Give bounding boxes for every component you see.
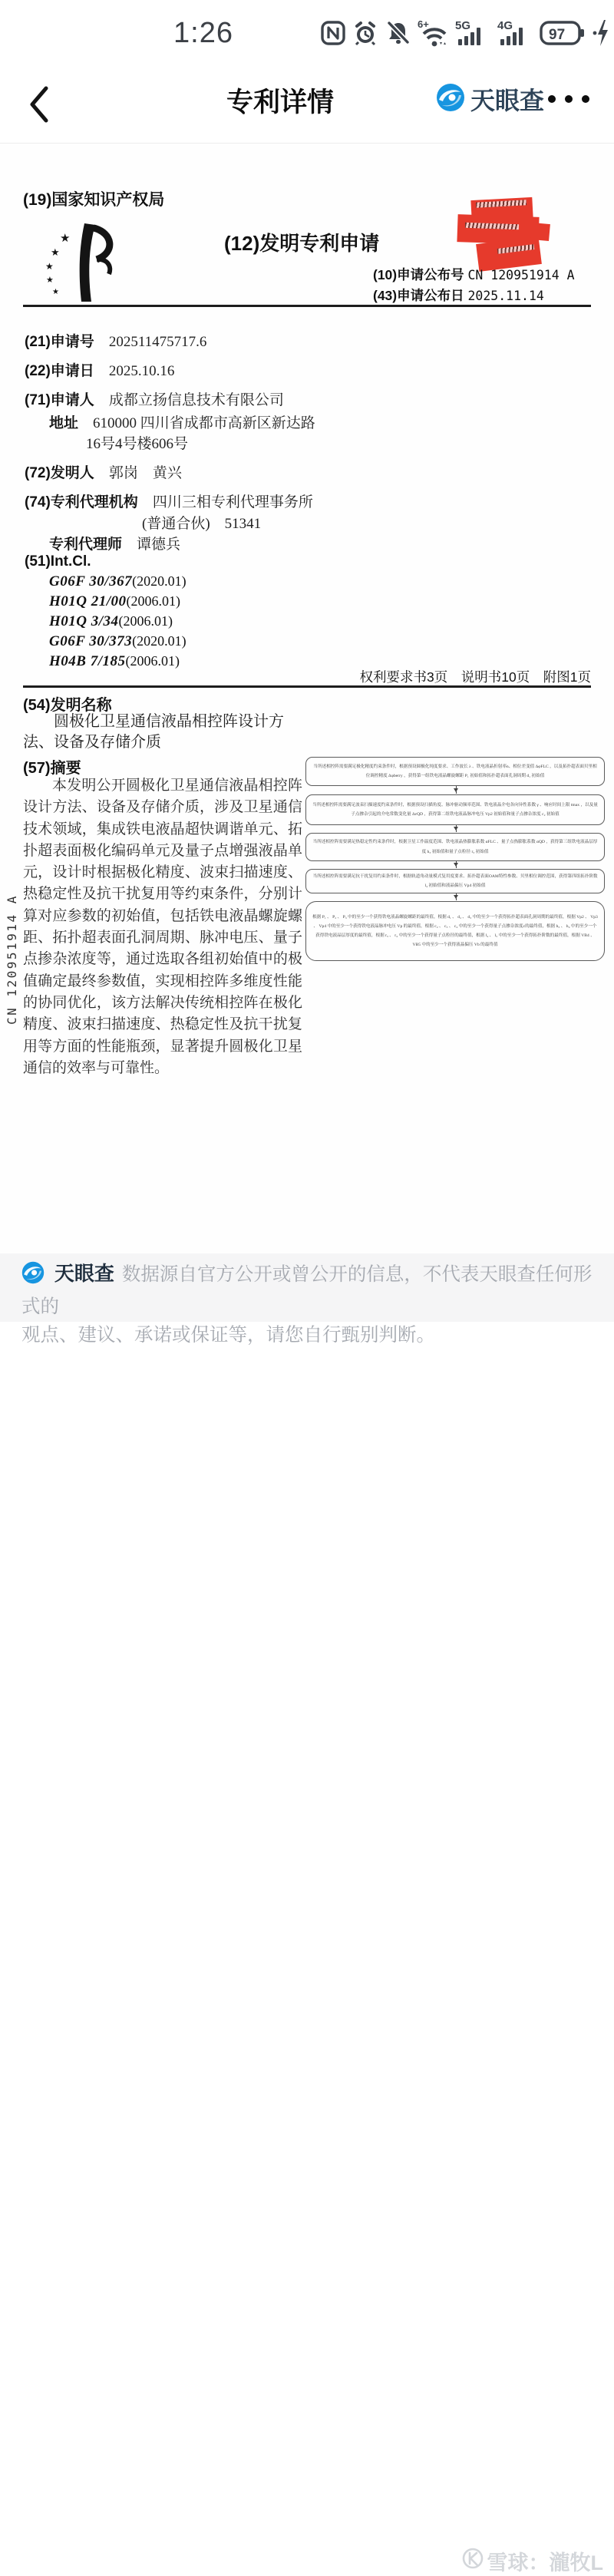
red-stamp [457, 199, 553, 272]
publication-number: (10)申请公布号 CN 120951914 A [373, 267, 575, 282]
watermark-text: 雪球：瀧牧L [487, 2551, 603, 2574]
nfc-icon [320, 20, 346, 46]
field-agent: 专利代理师 谭德兵 [49, 537, 181, 553]
battery-percent-text: 97 [549, 27, 566, 43]
field-agency-2: (普通合伙) 51341 [142, 516, 262, 532]
figure-step-1: 当所述相控阵需要满足极化精度约束条件时，根据预设圆极化纯度要求、工作波长 λ 、铁电液晶折射率n、相位差变值 ΔφFLC ，以及拓扑超表面贝里相位调控精度 Δφberry ，获得第一组铁电液晶螺旋螺距 P₁ 初始值和拓扑超表面孔洞周期 d₁ 初始值 [305, 757, 605, 786]
field-applicant: (71)申请人 成都立扬信息技术有限公司 [25, 392, 284, 408]
svg-text:6+: 6+ [418, 18, 429, 30]
xueqiu-watermark [462, 2546, 604, 2576]
brand-link[interactable] [436, 81, 544, 117]
intcl-code: G06F 30/373(2020.01) [49, 633, 187, 649]
svg-text:4G: 4G [497, 19, 513, 32]
disclaimer-text: 天眼查 数据源自官方公开或曾公开的信息，不代表天眼查任何形式的 观点、建议、承诺或保证等，请您自行甄别判断。 [21, 1262, 593, 1346]
intcl-code: H01Q 3/34(2006.01) [49, 613, 173, 629]
signal-4g-icon [497, 18, 534, 48]
svg-text:5G: 5G [455, 19, 471, 32]
back-button[interactable] [28, 84, 51, 124]
patent-office: (19)国家知识产权局 [23, 191, 165, 209]
intcl-code: H04B 7/185(2006.01) [49, 653, 180, 669]
status-bar [0, 0, 614, 64]
figure-arrow [456, 786, 457, 794]
figure-arrow [456, 893, 457, 900]
tianyancha-logo-icon [436, 83, 465, 116]
disclaimer-bar [0, 1253, 614, 2574]
alarm-icon [352, 19, 379, 47]
mute-icon [385, 19, 412, 47]
charging-icon [593, 18, 609, 48]
rule-middle [23, 685, 591, 688]
field-inventors: (72)发明人 郭岗 黄兴 [25, 465, 182, 481]
signal-5g-icon [455, 18, 492, 48]
publication-date: (43)申请公布日 2025.11.14 [373, 288, 544, 303]
footer-brand-name: 天眼查 [54, 1262, 114, 1285]
field-app-date: (22)申请日 2025.10.16 [25, 363, 175, 379]
side-publication-code: CN 120951914 A [5, 894, 19, 1025]
svg-text:★: ★ [46, 276, 54, 285]
figure-arrow [456, 825, 457, 832]
brand-name: 天眼查 [470, 87, 545, 114]
invention-name-label: (54)发明名称 [23, 697, 112, 714]
svg-text:★: ★ [60, 232, 71, 245]
document-type: (12)发明专利申请 [224, 232, 380, 255]
figure-step-5: 根据 P₁ 、 P₂ 、 P₃ 中的至少一个获得铁电液晶螺旋螺距的最终值，根据 d₁ 、 d₂ 、 d₃ 中的至少一个获得拓扑超表面孔洞周期的最终值，根据 Vp2 、 Vp3 、 Vp4 中的至少一个获得铁电液晶脉冲电压 Vp 的最终值，根据 c₂ 、 c₃ 、 c₄ 中的至少一个获得量子点掺杂浓度c的最终值，根据 h₃ 、 h₄ 中的至少一个获得铁电液晶层厚度的最终值，根据 r₃ 、 r₄ 中的至少一个获得量子点粒径的最终值，根据 l₄ 、 l₅ 中的至少一个获得拓扑阶数的最终值，根据 VB4 、 VB5 中的至少一个获得液晶偏压 Vb 的最终值 [305, 901, 605, 961]
status-icons [320, 18, 609, 48]
figure-step-4: 当所述相控阵需要满足抗干扰复用约束条件时，根据轨道角动量模式复用度要求、拓扑超表面OAM特性参数、贝里相位调控范围，获得第四组拓扑阶数 l₄ 初始值和液晶偏压 Vp4 初始值 [305, 869, 605, 893]
svg-text:★: ★ [52, 288, 59, 296]
patent-document [0, 144, 614, 1253]
page-title: 专利详情 [226, 88, 334, 117]
abstract-text: 本发明公开圆极化卫星通信液晶相控阵设计方法、设备及存储介质，涉及卫星通信技术领域，集成铁电液晶超快调谐单元、拓扑超表面极化编码单元及量子点增强液晶单元，设计时根据极化精度、波束扫描速度、热稳定性及抗干扰复用等约束条件，分别计算对应参数的初始值，包括铁电液晶螺旋螺距、拓扑超表面孔洞周期、脉冲电压、量子点掺杂浓度等，通过选取各组初始值中的极值确定最终参数值，实现相控阵多维度性能的协同优化，该方法解决传统相控阵在极化精度、波束扫描速度、热稳定性及抗干扰复用等方面的性能瓶颈，显著提升圆极化卫星通信的效率与可靠性。 [23, 778, 302, 1076]
field-app-no: (21)申请号 202511475717.6 [25, 334, 207, 350]
intcl-code: H01Q 21/00(2006.01) [49, 593, 181, 609]
figure-arrow [456, 861, 457, 868]
clock-time: 1:26 [173, 17, 233, 49]
patent-figure [305, 757, 606, 964]
field-address-2: 16号4号楼606号 [86, 436, 189, 452]
field-address-1: 地址 610000 四川省成都市高新区新达路 [49, 415, 315, 431]
rule-top [23, 305, 591, 307]
svg-text:★: ★ [45, 261, 54, 272]
figure-step-3: 当所述相控阵需要满足热稳定性约束条件时，根据卫星工作温度范围、铁电液晶热膨胀系数 αFLC 、量子点热膨胀系数 αQD ，获得第三组铁电液晶层厚度 h₃ 初始值和量子点粒径 r₃ 初始值 [305, 833, 605, 861]
abstract-label: (57)摘要 [23, 760, 81, 777]
intcl-code: G06F 30/367(2020.01) [49, 573, 187, 590]
nav-bar [0, 64, 614, 144]
svg-text:★: ★ [51, 246, 60, 258]
figure-step-2: 当所述相控阵需要满足波束扫描速度约束条件时，根据预设扫描角度、脉冲驱动频率范围、铁电液晶介电各向异性系数 γ 、响应时间上限 tmax ，以及量子点掺杂引起的介电常数变化量 ΔεQD ，获得第二组铁电液晶脉冲电压 Vp2 初始值和量子点掺杂浓度 c₂ 初始值 [305, 794, 605, 825]
field-agency: (74)专利代理机构 四川三相专利代理事务所 [25, 494, 313, 510]
invention-title: 圆极化卫星通信液晶相控阵设计方法、设备及存储介质 [23, 713, 284, 751]
xueqiu-icon [462, 2548, 484, 2574]
battery-icon [540, 19, 587, 47]
tianyancha-footer-icon [21, 1268, 50, 1289]
wifi-icon [418, 18, 450, 48]
page-counts: 权利要求书3页 说明书10页 附图1页 [359, 669, 591, 685]
more-menu-button[interactable] [548, 95, 589, 103]
field-intcl-label: (51)Int.Cl. [25, 553, 91, 570]
cnipa-logo [40, 217, 123, 307]
